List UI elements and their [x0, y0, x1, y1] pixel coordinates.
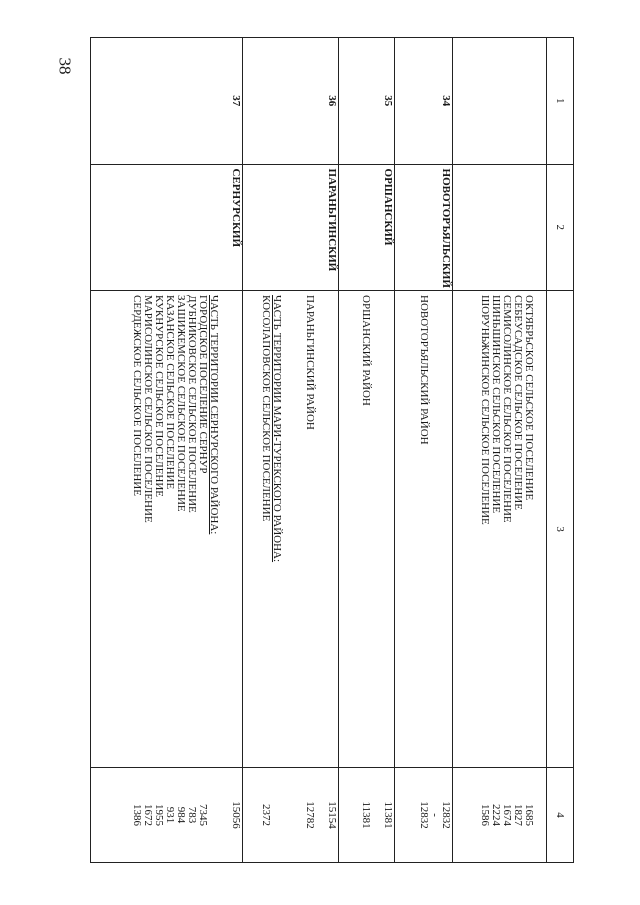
table-row — [395, 38, 453, 863]
settlement-name: ШИНЬШИНСКОЕ СЕЛЬСКОЕ ПОСЕЛЕНИЕ — [490, 295, 502, 514]
value: 2224 — [490, 804, 502, 827]
cell-territory — [243, 291, 339, 768]
table-row — [243, 38, 339, 863]
value: 12782 — [304, 801, 316, 829]
settlement-name: СЕБЕУСАДСКОЕ СЕЛЬСКОЕ ПОСЕЛЕНИЕ — [512, 295, 524, 510]
settlement-name: ДУБНИКОВСКОЕ СЕЛЬСКОЕ ПОСЕЛЕНИЕ — [186, 295, 198, 513]
header-col-4: 4 — [547, 768, 574, 863]
value: 1955 — [153, 804, 165, 827]
district-name: НОВОТОРЪЯЛЬСКИЙ РАЙОН — [418, 295, 430, 445]
value: 1685 — [523, 804, 535, 827]
header-col-2: 2 — [547, 164, 574, 291]
cell-name: ОРШАНСКИЙ — [339, 164, 395, 291]
cell-values — [339, 768, 395, 863]
value: 1586 — [479, 804, 491, 827]
total-value: 11381 — [382, 801, 394, 829]
district-name: ПАРАНЬГИНСКИЙ РАЙОН — [304, 295, 316, 430]
header-col-3: 3 — [547, 291, 574, 768]
value: 1672 — [142, 804, 154, 827]
total-value: 15056 — [230, 801, 242, 829]
value: 7345 — [197, 804, 209, 827]
settlement-name: ОКТЯБРЬСКОЕ СЕЛЬСКОЕ ПОСЕЛЕНИЕ — [523, 295, 535, 501]
page-number: 38 — [55, 57, 75, 75]
cell-num: 34 — [395, 38, 453, 165]
cell-name — [453, 164, 547, 291]
header-col-1: 1 — [547, 38, 574, 165]
settlement-name: СЕРДЕЖСКОЕ СЕЛЬСКОЕ ПОСЕЛЕНИЕ — [131, 295, 143, 496]
cell-values — [91, 768, 243, 863]
settlement-name: КОСОЛАПОВСКОЕ СЕЛЬСКОЕ ПОСЕЛЕНИЕ — [260, 295, 272, 522]
district-name: ОРШАНСКИЙ РАЙОН — [360, 295, 372, 406]
dash-mark: - — [429, 813, 441, 817]
total-value: 15154 — [326, 801, 338, 829]
value: 783 — [186, 806, 198, 824]
settlement-name: КАЗАНСКОЕ СЕЛЬСКОЕ ПОСЕЛЕНИЕ — [164, 295, 176, 490]
settlement-name: ШОРУНЬЖИНСКОЕ СЕЛЬСКОЕ ПОСЕЛЕНИЕ — [479, 295, 491, 525]
value: 1827 — [512, 804, 524, 827]
value: 11381 — [360, 801, 372, 829]
settlement-name: СЕМИСОЛИНСКОЕ СЕЛЬСКОЕ ПОСЕЛЕНИЕ — [501, 295, 513, 523]
table-header-row — [547, 38, 574, 863]
settlement-name: ГОРОДСКОЕ ПОСЕЛЕНИЕ СЕРНУР — [197, 295, 209, 474]
part-title: ЧАСТЬ ТЕРРИТОРИИ МАРИ-ТУРЕКСКОГО РАЙОНА: — [271, 295, 283, 563]
cell-num — [453, 38, 547, 165]
settlement-name: ЗАШИЖЕМСКОЕ СЕЛЬСКОЕ ПОСЕЛЕНИЕ — [175, 295, 187, 512]
settlement-name: МАРИСОЛИНСКОЕ СЕЛЬСКОЕ ПОСЕЛЕНИЕ — [142, 295, 154, 523]
cell-num: 35 — [339, 38, 395, 165]
cell-num: 37 — [91, 38, 243, 165]
cell-values — [243, 768, 339, 863]
cell-territory — [339, 291, 395, 768]
total-value: 12832 — [440, 801, 452, 829]
document-table-rotated — [90, 37, 574, 863]
table-row — [91, 38, 243, 863]
cell-name: СЕРНУРСКИЙ — [91, 164, 243, 291]
table-row — [339, 38, 395, 863]
value: 984 — [175, 806, 187, 824]
cell-values — [453, 768, 547, 863]
value: 931 — [164, 806, 176, 824]
settlement-name: КУКНУРСКОЕ СЕЛЬСКОЕ ПОСЕЛЕНИЕ — [153, 295, 165, 498]
value: 2372 — [260, 804, 272, 827]
districts-table — [90, 37, 574, 863]
cell-name: ПАРАНЬГИНСКИЙ — [243, 164, 339, 291]
value: 12832 — [418, 801, 430, 829]
part-title: ЧАСТЬ ТЕРРИТОРИИ СЕРНУРСКОГО РАЙОНА: — [208, 295, 220, 535]
cell-territory — [91, 291, 243, 768]
cell-values — [395, 768, 453, 863]
value: 1674 — [501, 804, 513, 827]
value: 1386 — [131, 804, 143, 827]
cell-num: 36 — [243, 38, 339, 165]
table-row-continuation — [453, 38, 547, 863]
cell-territory — [453, 291, 547, 768]
cell-territory — [395, 291, 453, 768]
cell-name: НОВОТОРЪЯЛЬСКИЙ — [395, 164, 453, 291]
